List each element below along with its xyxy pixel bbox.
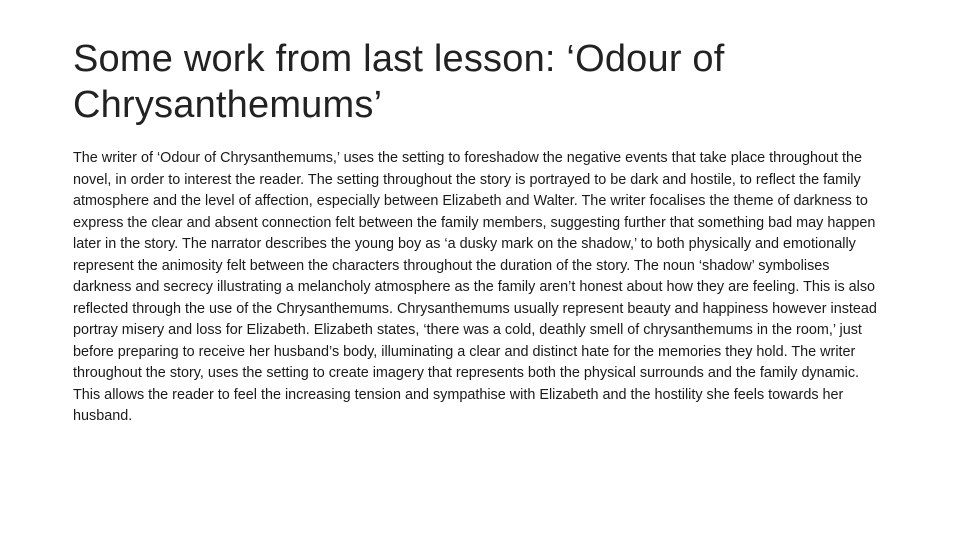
slide-title: Some work from last lesson: ‘Odour of Chrysanthemums’ <box>73 38 725 126</box>
slide-body-text: The writer of ‘Odour of Chrysanthemums,’ uses the setting to foreshadow the negative events that take place throughout the novel, in order to interest the reader. The setting throughout the story is portrayed to be dark and hostile, to reflect the family atmosphere and the level of affection, especially between Elizabeth and Walter. The writer focalises the theme of darkness to express the clear and absent connection felt between the family members, suggesting further that something bad may happen later in the story. The narrator describes the young boy as ‘a dusky mark on the shadow,’ to both physically and emotionally represent the animosity felt between the characters throughout the duration of the story. The noun ‘shadow’ symbolises darkness and secrecy illustrating a melancholy atmosphere as the family aren’t honest about how they are feeling. This is also reflected through the use of the Chrysanthemums. Chrysanthemums usually represent beauty and happiness however instead portray misery and loss for Elizabeth. Elizabeth states, ‘there was a cold, deathly smell of chrysanthemums in the room,’ just before preparing to receive her husband’s body, illuminating a clear and distinct hate for the memories they hold. The writer throughout the story, uses the setting to create imagery that represents both the physical surrounds and the family dynamic. This allows the reader to feel the increasing tension and sympathise with Elizabeth and the hostility she feels towards her husband. <box>73 150 877 424</box>
